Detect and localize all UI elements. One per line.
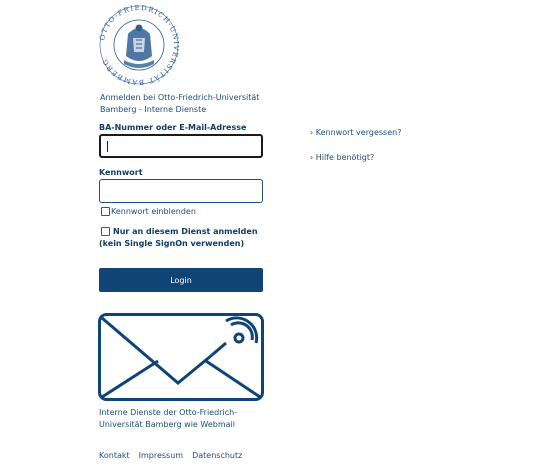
username-label: BA-Nummer oder E-Mail-Adresse — [99, 123, 247, 132]
password-label: Kennwort — [99, 168, 143, 177]
footer-link-privacy[interactable]: Datenschutz — [192, 451, 243, 460]
show-password-checkbox[interactable] — [101, 207, 110, 216]
text-caret — [107, 141, 108, 152]
forgot-password-link[interactable]: › Kennwort vergessen? — [310, 128, 402, 137]
footer-link-imprint[interactable]: Impressum — [138, 451, 184, 460]
login-button[interactable]: Login — [99, 268, 263, 292]
username-input[interactable] — [99, 134, 263, 158]
footer-links — [99, 451, 242, 460]
webmail-description: Interne Dienste der Otto-Friedrich-Universität Bamberg wie Webmail — [99, 408, 238, 429]
footer-link-contact[interactable]: Kontakt — [99, 451, 130, 460]
show-password-label[interactable]: Kennwort einblenden — [111, 207, 196, 216]
password-input[interactable] — [99, 179, 263, 203]
mail-envelope-icon[interactable] — [98, 313, 264, 401]
service-description: Anmelden bei Otto-Friedrich-Universität Bamberg - Interne Dienste — [100, 93, 260, 114]
university-logo — [98, 4, 180, 86]
no-sso-label[interactable]: Nur an diesem Dienst anmelden (kein Single SignOn verwenden) — [99, 227, 258, 248]
logo-ring-text: OTTO-FRIEDRICH-UNIVERSITÄT BAMBERG — [98, 4, 180, 86]
need-help-link[interactable]: › Hilfe benötigt? — [310, 153, 375, 162]
